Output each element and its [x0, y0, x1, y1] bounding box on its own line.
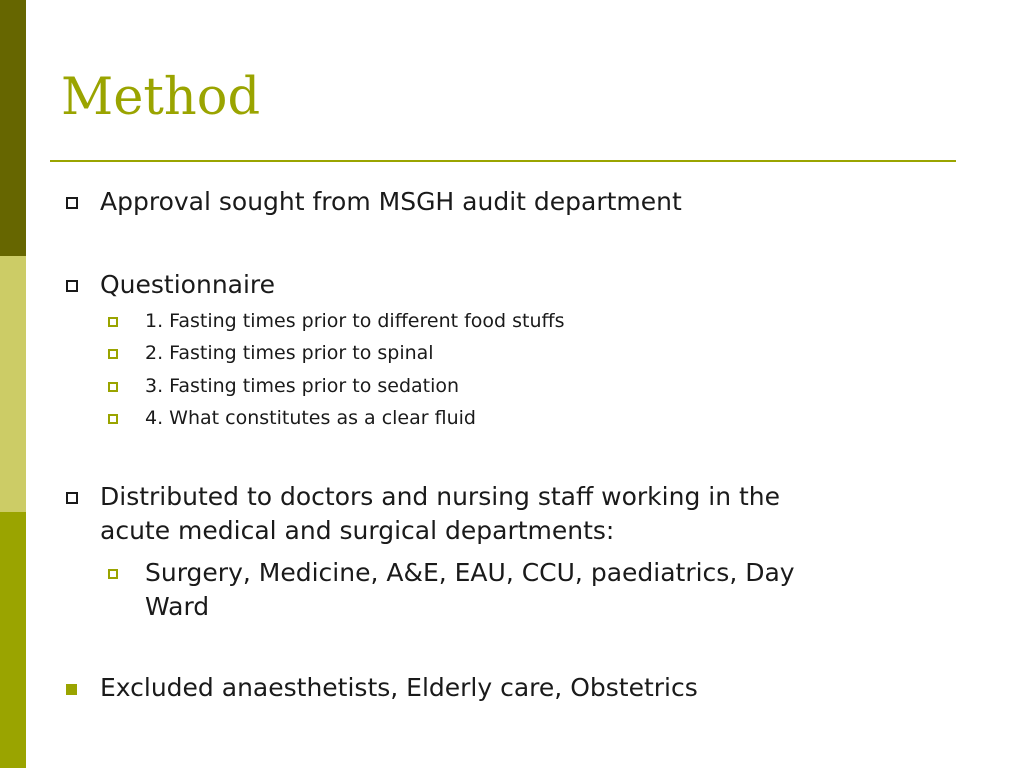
bullet-questionnaire: Questionnaire [100, 270, 276, 299]
bullet-excluded: Excluded anaesthetists, Elderly care, Obstetrics [100, 673, 698, 702]
bullet-distributed-line1: Distributed to doctors and nursing staff working in the [100, 482, 781, 511]
sub-item-departments-line1: Surgery, Medicine, A&E, EAU, CCU, paediatrics, Day [145, 558, 795, 587]
square-bullet-icon [66, 280, 78, 292]
sidebar-band-middle [0, 256, 26, 512]
small-square-bullet-icon [108, 569, 118, 579]
sub-item-1: 1. Fasting times prior to different food stuffs [145, 310, 565, 332]
sub-item-departments-line2: Ward [145, 592, 210, 621]
small-square-bullet-icon [108, 414, 118, 424]
square-bullet-icon [66, 197, 78, 209]
sub-item-4: 4. What constitutes as a clear fluid [145, 407, 476, 429]
bullet-approval: Approval sought from MSGH audit department [100, 187, 682, 216]
small-square-bullet-icon [108, 317, 118, 327]
slide-title: Method [61, 68, 261, 127]
sidebar-band-top [0, 0, 26, 256]
small-square-bullet-icon [108, 349, 118, 359]
bullet-distributed-line2: acute medical and surgical departments: [100, 516, 615, 545]
sidebar-band-bottom [0, 512, 26, 768]
sub-item-3: 3. Fasting times prior to sedation [145, 375, 460, 397]
sub-item-2: 2. Fasting times prior to spinal [145, 342, 434, 364]
square-bullet-icon [66, 492, 78, 504]
filled-square-bullet-icon [66, 684, 77, 695]
title-divider [50, 160, 956, 162]
small-square-bullet-icon [108, 382, 118, 392]
